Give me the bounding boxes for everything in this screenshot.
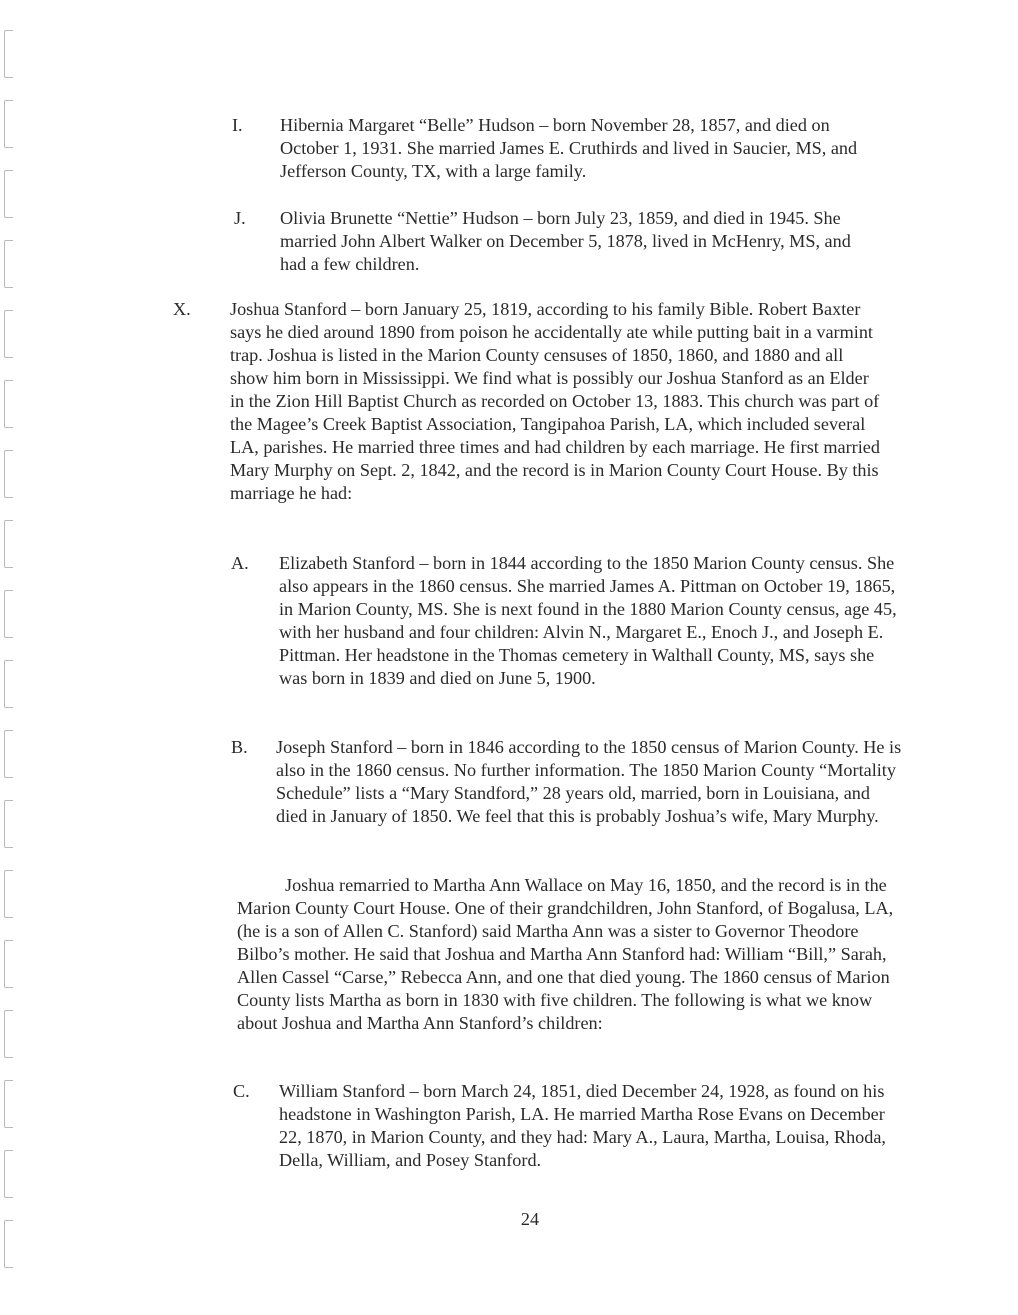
entry-text: Joseph Stanford – born in 1846 according to the 1850 census of Marion County. He is also in the 1860 census. No further information. The 1850 Marion County “Mortality Schedule” lists a “Mary Standford,” 28 years old, married, born in Louisiana, and died in January of 1850. We feel that this is probably Joshua’s wife, Mary Murphy. — [276, 737, 902, 826]
binding-hole-mark — [4, 940, 13, 988]
entry-c — [233, 1080, 905, 1172]
entry-marker: J. — [234, 208, 246, 228]
binding-hole-mark — [4, 730, 13, 778]
entry-b — [231, 736, 905, 828]
binding-hole-mark — [4, 1010, 13, 1058]
binding-hole-mark — [4, 870, 13, 918]
binding-holes — [0, 20, 22, 1300]
binding-hole-mark — [4, 450, 13, 498]
entry-marker: X. — [173, 299, 191, 319]
page-number: 24 — [520, 1209, 540, 1229]
binding-hole-mark — [4, 1080, 13, 1128]
entry-j — [234, 207, 880, 276]
binding-hole-mark — [4, 170, 13, 218]
entry-marker: I. — [232, 115, 243, 135]
body-paragraph: Joshua remarried to Martha Ann Wallace on May 16, 1850, and the record is in the Marion County Court House. One of their grandchildren, John Stanford, of Bogalusa, LA, (he is a son of Allen C. Stanford) said Martha Ann was a sister to Governor Theodore Bilbo’s mother. He said that Joshua and Martha Ann Stanford had: William “Bill,” Sarah, Allen Cassel “Carse,” Rebecca Ann, and one that died young. The 1860 census of Marion County lists Martha as born in 1830 with five children. The following is what we know about Joshua and Martha Ann Stanford’s children: — [237, 875, 894, 1033]
entry-marker: B. — [231, 737, 248, 757]
binding-hole-mark — [4, 100, 13, 148]
entry-marker: C. — [233, 1081, 250, 1101]
binding-hole-mark — [4, 520, 13, 568]
entry-text: Hibernia Margaret “Belle” Hudson – born November 28, 1857, and died on October 1, 1931. She married James E. Cruthirds and lived in Saucier, MS, and Jefferson County, TX, with a large family. — [280, 115, 858, 181]
entry-a — [231, 552, 905, 690]
entry-text: William Stanford – born March 24, 1851, died December 24, 1928, as found on his headstone in Washington Parish, LA. He married Martha Rose Evans on December 22, 1870, in Marion County, and they had: Mary A., Laura, Martha, Louisa, Rhoda, Della, William, and Posey Stanford. — [279, 1081, 886, 1170]
entry-i — [232, 114, 880, 183]
entry-marker: A. — [231, 553, 249, 573]
entry-text: Olivia Brunette “Nettie” Hudson – born July 23, 1859, and died in 1945. She married John Albert Walker on December 5, 1878, lived in McHenry, MS, and had a few children. — [280, 208, 851, 274]
binding-hole-mark — [4, 240, 13, 288]
binding-hole-mark — [4, 30, 13, 78]
binding-hole-mark — [4, 310, 13, 358]
binding-hole-mark — [4, 590, 13, 638]
binding-hole-mark — [4, 800, 13, 848]
binding-hole-mark — [4, 380, 13, 428]
entry-text: Elizabeth Stanford – born in 1844 according to the 1850 Marion County census. She also appears in the 1860 census. She married James A. Pittman on October 19, 1865, in Marion County, MS. She is next found in the 1880 Marion County census, age 45, with her husband and four children: Alvin N., Margaret E., Enoch J., and Joseph E. Pittman. Her headstone in the Thomas cemetery in Walthall County, MS, says she was born in 1839 and died on June 5, 1900. — [279, 553, 897, 688]
entry-x — [173, 298, 885, 505]
entry-text: Joshua Stanford – born January 25, 1819, according to his family Bible. Robert Baxter says he died around 1890 from poison he accidentally ate while putting bait in a varmint trap. Joshua is listed in the Marion County censuses of 1850, 1860, and 1880 and all show him born in Mississippi. We find what is possibly our Joshua Stanford as an Elder in the Zion Hill Baptist Church as recorded on October 13, 1883. This church was part of the Magee’s Creek Baptist Association, Tangipahoa Parish, LA, which included several LA, parishes. He married three times and had children by each marriage. He first married Mary Murphy on Sept. 2, 1842, and the record is in Marion County Court House. By this marriage he had: — [230, 299, 880, 503]
binding-hole-mark — [4, 1150, 13, 1198]
binding-hole-mark — [4, 660, 13, 708]
